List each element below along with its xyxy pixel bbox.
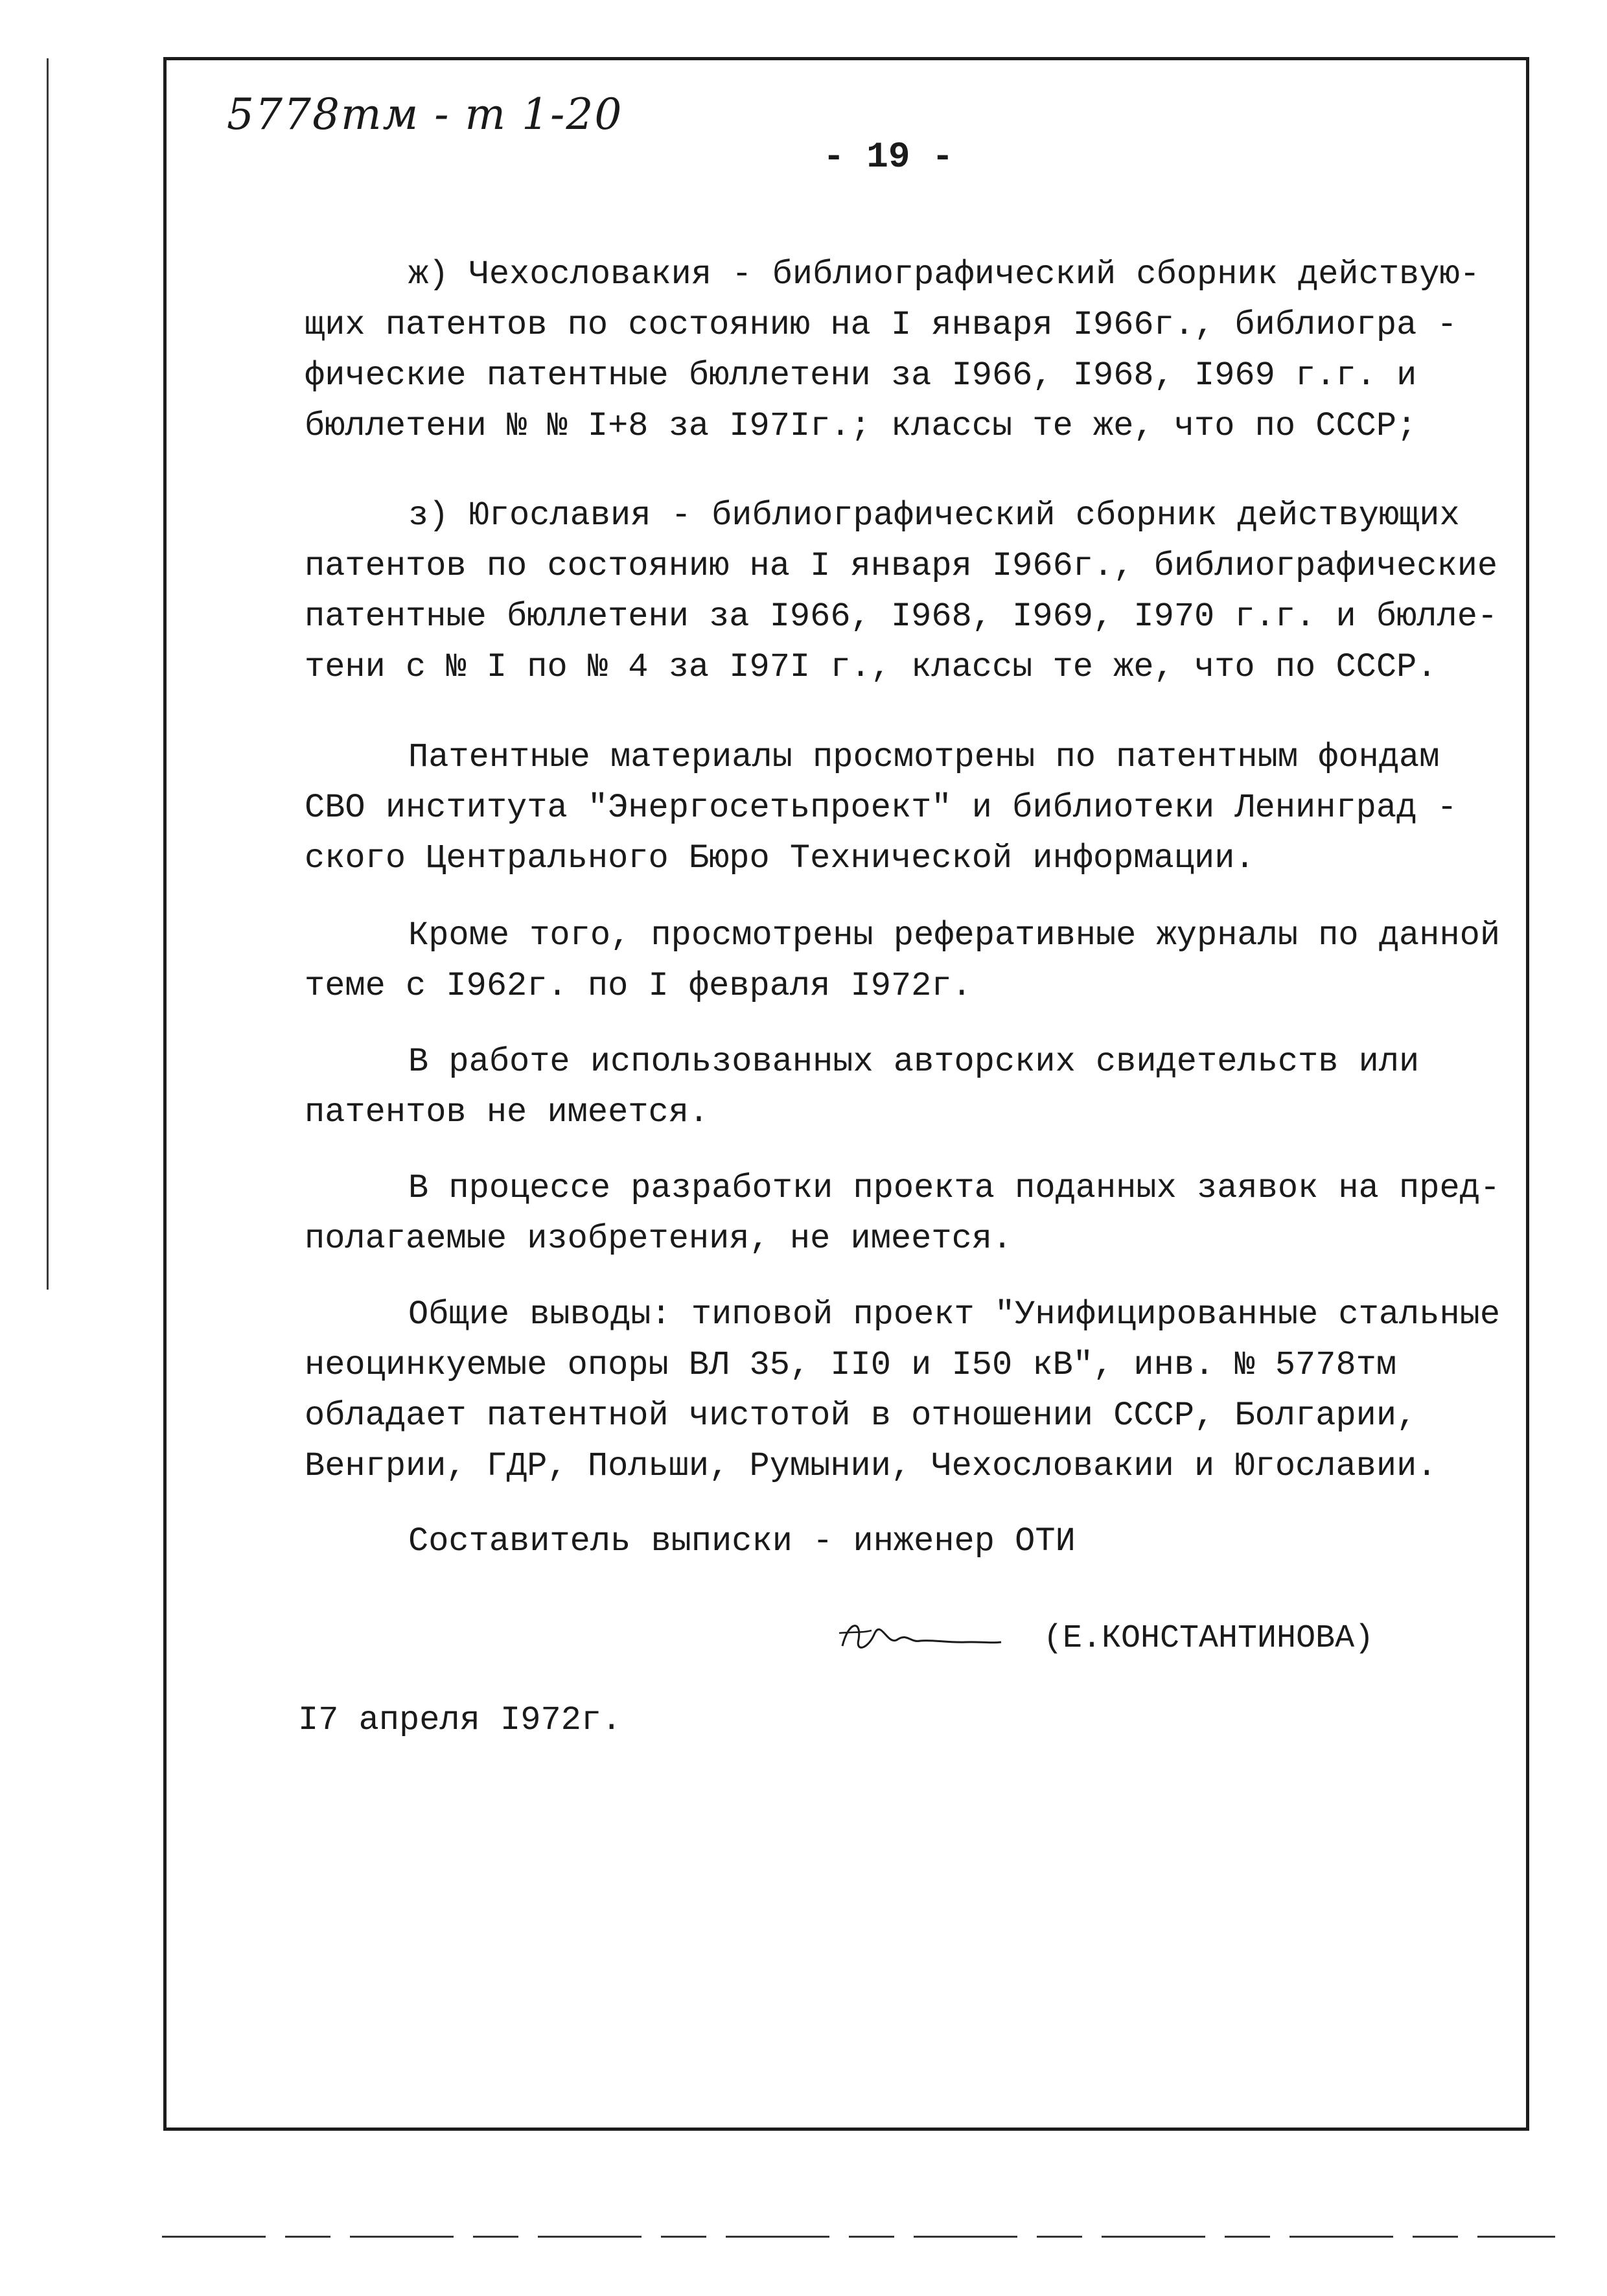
text-line: теме с I962г. по I февраля I972г. [305,967,972,1005]
text-line: ж) Чехословакия - библиографический сборник действую- [408,255,1480,294]
text-line: фические патентные бюллетени за I966, I968, I969 г.г. и [305,356,1417,395]
text-line: Венгрии, ГДР, Польши, Румынии, Чехословакии и Югославии. [305,1447,1437,1485]
text-line: патентов по состоянию на I января I966г., библиографические [305,547,1498,585]
text-line: ского Центрального Бюро Технической информации. [305,839,1255,877]
compiler-line: Составитель выписки - инженер ОТИ [408,1522,1076,1560]
text-line: Общие выводы: типовой проект "Унифицированные стальные [408,1295,1501,1334]
text-line: Патентные материалы просмотрены по патентным фондам [408,738,1440,776]
text-line: полагаемые изобретения, не имеется. [305,1220,1013,1258]
document-date: I7 апреля I972г. [298,1701,622,1739]
text-line: обладает патентной чистотой в отношении СССР, Болгарии, [305,1397,1417,1435]
text-line: патентов не имеется. [305,1093,710,1131]
text-line: бюллетени № № I+8 за I97Iг.; классы те же, что по СССР; [305,407,1417,445]
text-line: неоцинкуемые опоры ВЛ 35, II0 и I50 кВ", инв. № 5778тм [305,1346,1397,1384]
handwritten-signature [836,1614,1004,1665]
text-line: з) Югославия - библиографический сборник действующих [408,496,1460,535]
text-line: Кроме того, просмотрены реферативные журналы по данной [408,916,1501,955]
bottom-rule [162,2236,1555,2238]
text-line: тени с № I по № 4 за I97I г., классы те же, что по СССР. [305,648,1437,686]
handwritten-stamp: 5778тм - т 1-20 [227,89,623,139]
text-line: СВО института "Энергосетьпроект" и библиотеки Ленинград - [305,789,1457,827]
page-number: - 19 - [823,136,954,178]
signatory-name: (Е.КОНСТАНТИНОВА) [1043,1620,1374,1657]
text-line: В работе использованных авторских свидетельств или [408,1043,1420,1081]
text-line: В процессе разработки проекта поданных заявок на пред- [408,1169,1501,1207]
text-line: патентные бюллетени за I966, I968, I969, I970 г.г. и бюлле- [305,597,1498,636]
text-line: щих патентов по состоянию на I января I966г., библиогра - [305,306,1457,344]
left-margin-line [47,58,49,1290]
